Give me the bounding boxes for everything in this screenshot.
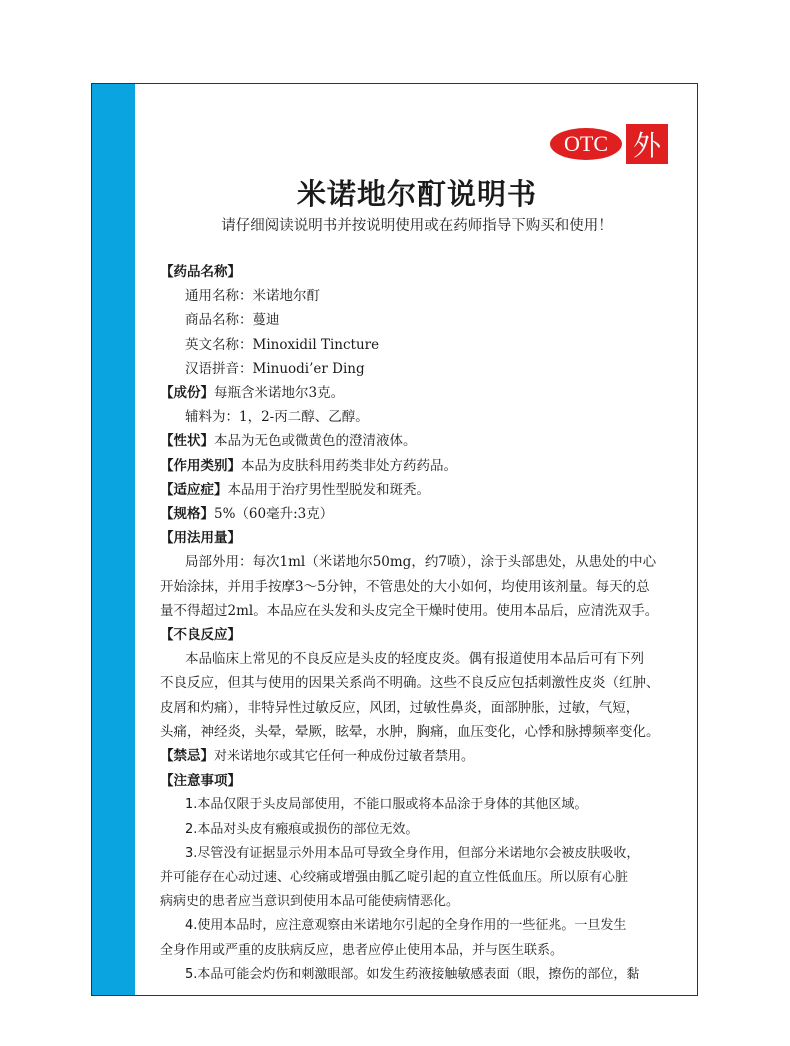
adverse-line: 本品临床上常见的不良反应是头皮的轻度皮炎。偶有报道使用本品后可有下列	[185, 651, 644, 668]
document-title: 米诺地尔酊说明书	[296, 177, 537, 211]
category-text: 本品为皮肤科用药类非处方药药品。	[241, 457, 457, 474]
precaution-line: 并可能存在心动过速、心绞痛或增强由胍乙啶引起的直立性低血压。所以原有心脏	[160, 870, 629, 886]
precaution-line: 3.尽管没有证据显示外用本品可导致全身作用，但部分米诺地尔会被皮肤吸收，	[185, 845, 640, 861]
contra-text: 对米诺地尔或其它任何一种成份过敏者禁用。	[214, 749, 475, 765]
precaution-line: 4.使用本品时，应注意观察由米诺地尔引起的全身作用的一些征兆。一旦发生	[185, 918, 627, 934]
precaution-line: 2.本品对头皮有瘢痕或损伤的部位无效。	[185, 821, 419, 837]
section-contra	[160, 744, 670, 769]
section-heading-precautions: 【注意事项】	[160, 773, 241, 790]
section-indication	[160, 478, 670, 502]
external-use-badge: 外	[626, 124, 668, 164]
section-heading-spec: 【规格】	[160, 506, 214, 523]
section-heading-adverse: 【不良反应】	[160, 627, 241, 644]
section-category	[160, 454, 670, 478]
precaution-line: 全身作用或严重的皮肤病反应，患者应停止使用本品，并与医生联系。	[160, 942, 564, 958]
adverse-line: 头痛，神经炎，头晕，晕厥，眩晕，水肿，胸痛，血压变化，心悸和脉搏频率变化。	[160, 723, 660, 740]
precaution-line: 5.本品可能会灼伤和刺激眼部。如发生药液接触敏感表面（眼，擦伤的部位，黏	[185, 966, 640, 982]
generic-name: 通用名称：米诺地尔酊	[185, 288, 320, 305]
section-heading-name: 【药品名称】	[160, 264, 241, 280]
leaflet-page	[91, 83, 698, 996]
section-heading-dosage: 【用法用量】	[160, 530, 241, 547]
otc-badge: OTC	[550, 128, 622, 160]
section-spec	[160, 502, 670, 526]
indication-text: 本品用于治疗男性型脱发和斑秃。	[227, 481, 430, 498]
excipients-text: 辅料为：1，2-丙二醇、乙醇。	[185, 409, 369, 426]
dosage-line: 开始涂抹，并用手按摩3～5分钟，不管患处的大小如何，均使用该剂量。每天的总	[160, 578, 650, 595]
dosage-line: 局部外用：每次1ml（米诺地尔50mg，约7喷），涂于头部患处，从患处的中心	[185, 554, 657, 571]
trade-name: 商品名称：蔓迪	[185, 312, 280, 329]
appearance-text: 本品为无色或微黄色的澄清液体。	[214, 433, 417, 450]
dosage-line: 量不得超过2ml。本品应在头发和头皮完全干燥时使用。使用本品后，应清洗双手。	[160, 602, 659, 619]
adverse-line: 皮屑和灼痛），非特异性过敏反应，风团，过敏性鼻炎，面部肿胀，过敏，气短，	[160, 699, 640, 716]
pinyin-name: 汉语拼音：Minuodi’er Ding	[185, 360, 365, 377]
section-appearance	[160, 429, 670, 453]
english-name: 英文名称：Minoxidil Tincture	[185, 336, 380, 353]
adverse-line: 不良反应，但其与使用的因果关系尚不明确。这些不良反应包括刺激性皮炎（红肿、	[160, 675, 660, 692]
spec-text: 5%（60毫升:3克）	[214, 506, 334, 523]
precaution-line: 1.本品仅限于头皮局部使用，不能口服或将本品涂于身体的其他区域。	[185, 797, 588, 813]
leaflet-content	[160, 260, 670, 987]
reading-notice: 请仔细阅读说明书并按说明使用或在药师指导下购买和使用！	[221, 218, 613, 234]
section-heading-indication: 【适应症】	[160, 481, 228, 498]
section-heading-category: 【作用类别】	[160, 457, 241, 474]
section-ingredients	[160, 381, 670, 405]
section-heading-appearance: 【性状】	[160, 433, 214, 450]
section-heading-contra: 【禁忌】	[160, 748, 214, 765]
blue-side-bar	[92, 84, 135, 995]
precaution-line: 病病史的患者应当意识到使用本品可能使病情恶化。	[160, 894, 460, 910]
ingredients-text: 每瓶含米诺地尔3克。	[214, 385, 345, 402]
section-heading-ingredients: 【成份】	[160, 385, 214, 402]
